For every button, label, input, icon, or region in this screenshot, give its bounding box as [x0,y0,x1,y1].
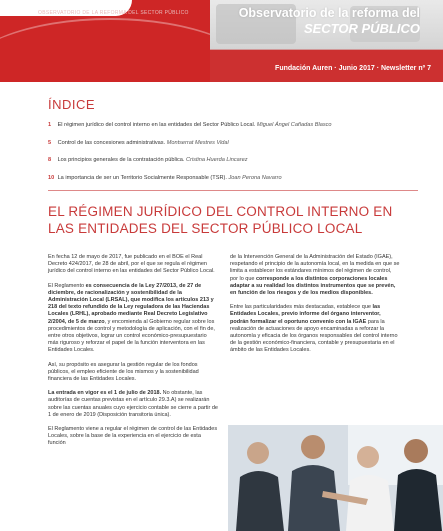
index-item-author: Montserrat Mestres Vidal [166,139,229,146]
text-run: El Reglamento [48,282,86,289]
paragraph [230,254,400,297]
issue-meta: Fundación Auren · Junio 2017 · Newsletter nº 7 [275,65,431,72]
index-item-title: El régimen jurídico del control interno en las entidades del Sector Público Local. [57,122,256,128]
paragraph [48,283,218,355]
paragraph: En fecha 12 de mayo de 2017, fue publicado en el BOE el Real Decreto 424/2017, de 28 de abril, por el que se regula el régimen jurídico del control interno en las entidades del Sector Público Local. [48,254,215,275]
text-run: , y encomienda al Gobierno regular sobre los procedimientos de control y metodología de aplicación, con el fin de, entre otros objetivos, lograr un control económico-presupuestario más riguroso y reforzar el papel de la función interventora en las Entidades Locales. [48,318,215,354]
index-page-number: 1 [48,122,52,128]
bold-text: La entrada en vigor es el 1 de julio de 2018. [48,390,162,397]
text-run: para la realización de actuaciones de apoyo encaminadas a reforzar la autonomía y eficacia de los órganos responsables del control interno de la gestión económico-financiera, contable y presupuestaria en el ámbito de las Entidades Locales. [230,318,398,354]
bold-text: corresponde a los distintos corporaciones locales adaptar a su realidad los distintos instrumentos que se prevén, en función de los riesgos y de los medios disponibles. [230,275,396,297]
text-run: Entre las particularidades más destacadas, establece que [230,304,373,311]
index-item[interactable] [48,122,418,140]
text-run: de la Intervención General de la Administración del Estado (IGAE), respetando el principio de la autonomía local, en la medida en que se limita a establecer los estándares mínimos del régimen de control, por lo que [230,254,400,282]
index-page-number: 10 [48,174,55,181]
index-item-title: Control de las concesiones administrativas. [57,139,166,146]
index-page-number: 5 [48,139,52,146]
index-heading: ÍNDICE [48,97,96,112]
index-item-author: Cristina Huerda Lincarez [186,157,248,163]
index-list [48,122,418,192]
index-item[interactable] [48,140,418,158]
paragraph [48,390,218,419]
title-line-2: SECTOR PÚBLICO [303,21,420,36]
bold-text: las Entidades Locales, previo informe del órgano interventor, podrán formalizar el oportuno convenio con la IGAE [230,304,381,325]
index-item-title: La importancia de ser un Territorio Socialmente Responsable (TSR). [57,174,227,181]
photo-illustration [228,425,443,531]
text-run: No obstante, las auditorías de cuentas previstas en el artículo 29.3.A) se realizarán sobre las cuentas anuales cuyo ejercicio contable se cierre a partir de 1 de enero de 2019 (Disposición transitoria única). [48,390,218,418]
article-column-right [230,254,400,362]
index-item-author: Miguel Ángel Cañadas Blasco [256,122,332,128]
index-item-title: Los principios generales de la contratación pública. [57,157,185,163]
paragraph [230,304,400,354]
business-people-photo [228,425,443,531]
bold-text: es consecuencia de la Ley 27/2013, de 27 de diciembre, de racionalización y sostenibilidad de la Administración Local (LRSAL), que modifica los artículos 213 y 218 del texto refundido de la Ley reguladora de las Haciendas Locales (LRHL), aprobado mediante Real Decreto Legislativo 2/2004, de 5 de marzo [48,282,214,325]
index-item[interactable] [48,157,418,175]
index-item-author: Joan Perona Navarro [228,174,282,181]
paragraph: El Reglamento viene a regular el régimen de control de las Entidades Locales, sobre la base de la experiencia en el ejercicio de esta función [48,426,218,447]
logo-text: OBSERVATORIO DE LA REFORMA DEL SECTOR PÚBLICO [38,10,189,16]
newsletter-title [212,6,420,42]
paragraph: Así, su propósito es asegurar la gestión regular de los fondos públicos, el empleo eficiente de los mismos y la sostenibilidad financiera de las Entidades Locales. [48,361,199,383]
article-column-left [48,254,218,455]
title-line-1: Observatorio de la reforma del [238,6,420,20]
index-page-number: 8 [48,157,52,163]
divider [48,190,418,191]
header-banner [0,0,443,82]
article-title: EL RÉGIMEN JURÍDICO DEL CONTROL INTERNO EN LAS ENTIDADES DEL SECTOR PÚBLICO LOCAL [48,204,393,236]
